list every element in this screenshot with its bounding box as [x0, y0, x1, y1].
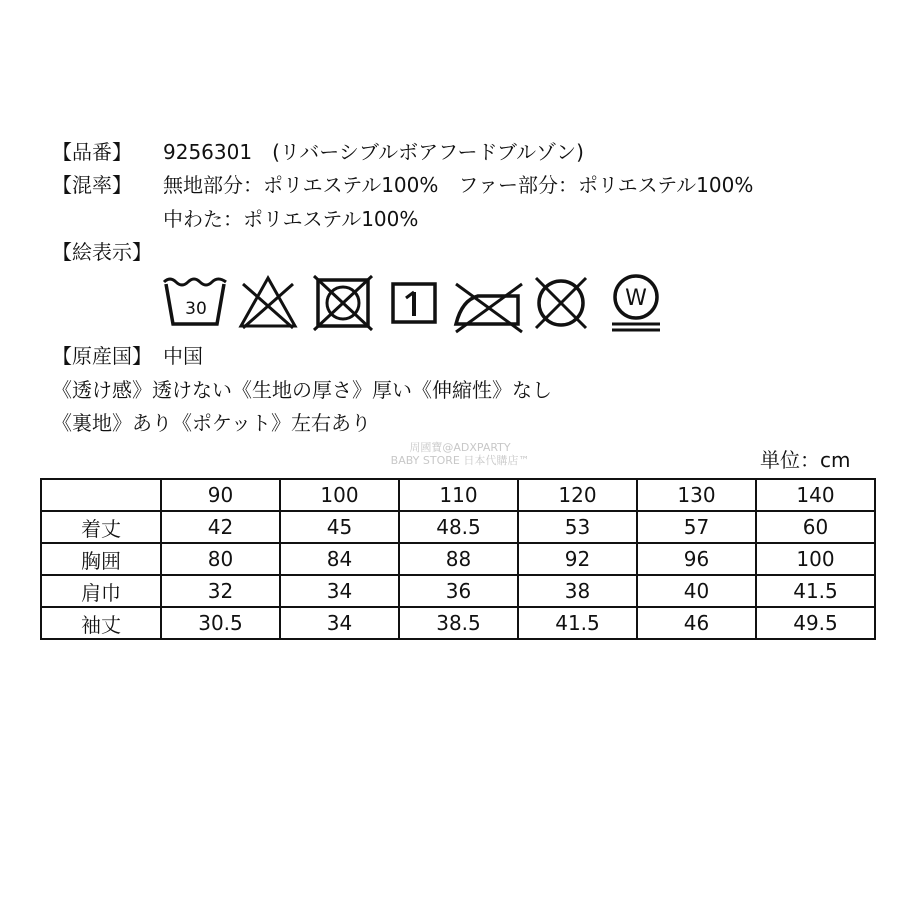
table-cell: 32: [161, 575, 280, 607]
table-cell: 34: [280, 575, 399, 607]
size-header-row: [41, 479, 875, 511]
header-cell: 120: [518, 479, 637, 511]
table-cell: 40: [637, 575, 756, 607]
table-row: [41, 575, 875, 607]
table-cell: 45: [280, 511, 399, 543]
table-cell: 30.5: [161, 607, 280, 639]
table-cell: 96: [637, 543, 756, 575]
origin-value: 中国: [163, 344, 203, 368]
features-line-1: 《透け感》透けない《生地の厚さ》厚い《伸縮性》なし: [52, 378, 552, 402]
unit-label: 単位：cm: [760, 448, 851, 472]
no-tumble-dry-icon: [310, 270, 376, 334]
header-cell: [41, 479, 161, 511]
row-label: 胸囲: [41, 543, 161, 575]
table-cell: 49.5: [756, 607, 875, 639]
table-row: [41, 543, 875, 575]
table-cell: 100: [756, 543, 875, 575]
table-cell: 34: [280, 607, 399, 639]
table-cell: 84: [280, 543, 399, 575]
header-cell: 140: [756, 479, 875, 511]
no-dry-clean-icon: [528, 270, 594, 334]
table-cell: 38.5: [399, 607, 518, 639]
features-line-2: 《裏地》あり《ポケット》左右あり: [52, 411, 371, 435]
no-iron-icon: [452, 270, 524, 334]
table-cell: 60: [756, 511, 875, 543]
header-cell: 90: [161, 479, 280, 511]
care-label: 【絵表示】: [52, 240, 152, 264]
table-cell: 41.5: [756, 575, 875, 607]
table-cell: 42: [161, 511, 280, 543]
table-cell: 80: [161, 543, 280, 575]
table-row: [41, 607, 875, 639]
table-cell: 48.5: [399, 511, 518, 543]
table-cell: 92: [518, 543, 637, 575]
table-cell: 36: [399, 575, 518, 607]
wet-clean-letter: W: [625, 286, 647, 311]
konritsu-label: 【混率】: [52, 173, 132, 197]
konritsu-line1: 無地部分：ポリエステル100% ファー部分：ポリエステル100%: [163, 173, 754, 197]
header-cell: 130: [637, 479, 756, 511]
table-cell: 53: [518, 511, 637, 543]
watermark: [365, 441, 555, 467]
size-table: [40, 478, 876, 640]
row-label: 袖丈: [41, 607, 161, 639]
no-bleach-icon: [235, 270, 301, 334]
konritsu-line2: 中わた：ポリエステル100%: [163, 207, 419, 231]
hinban-value: 9256301 (リバーシブルボアフードブルゾン): [163, 140, 584, 164]
table-cell: 41.5: [518, 607, 637, 639]
watermark-line-1: 周國寶@ADXPARTY: [409, 441, 511, 454]
table-cell: 38: [518, 575, 637, 607]
wash-30-icon: [160, 270, 230, 334]
table-cell: 57: [637, 511, 756, 543]
row-label: 肩巾: [41, 575, 161, 607]
line-dry-icon: [385, 270, 445, 334]
row-label: 着丈: [41, 511, 161, 543]
origin-label: 【原産国】: [52, 344, 152, 368]
watermark-line-2: BABY STORE 日本代購店™: [390, 454, 530, 467]
wash-number: 30: [185, 299, 207, 319]
header-cell: 100: [280, 479, 399, 511]
wet-clean-icon: [603, 270, 669, 334]
hinban-label: 【品番】: [52, 140, 132, 164]
header-cell: 110: [399, 479, 518, 511]
table-row: [41, 511, 875, 543]
table-cell: 88: [399, 543, 518, 575]
table-cell: 46: [637, 607, 756, 639]
